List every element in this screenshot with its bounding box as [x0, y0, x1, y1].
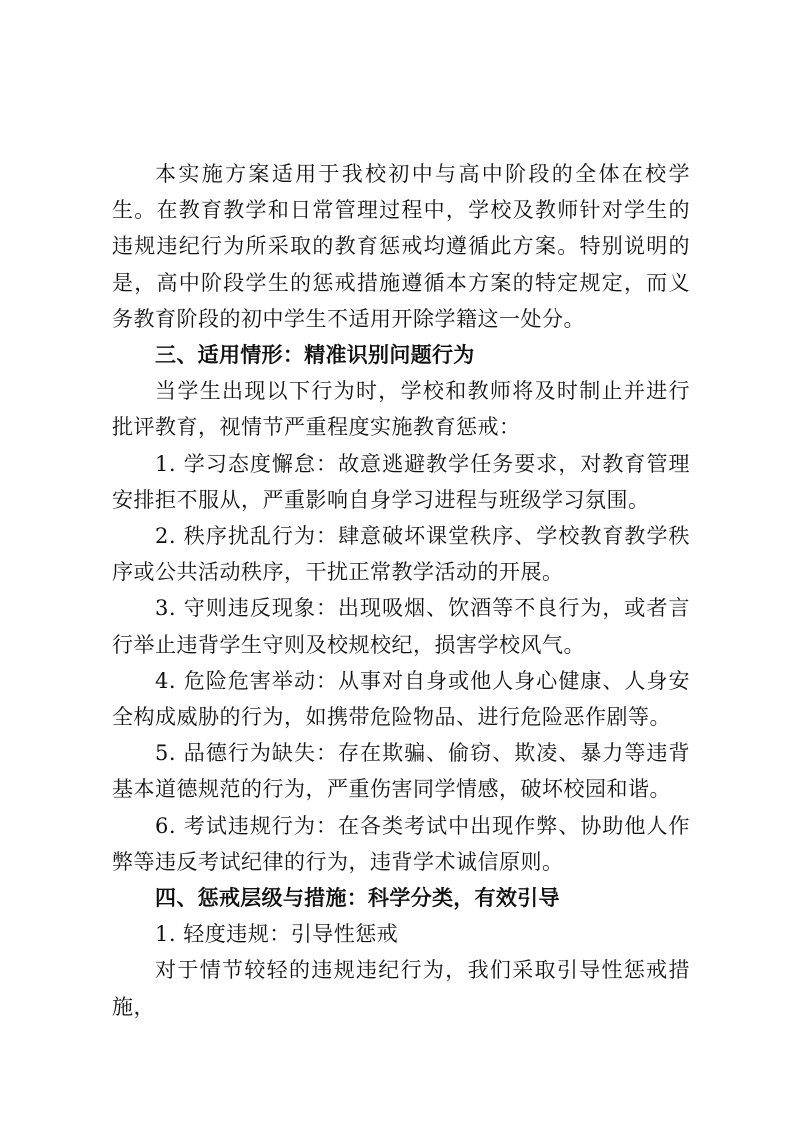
- intro-paragraph: 当学生出现以下行为时，学校和教师将及时制止并进行批评教育，视情节严重程度实施教育惩戒：: [112, 379, 690, 440]
- section-heading-3: 三、适用情形：精准识别问题行为: [155, 343, 475, 368]
- list-item-3: 3. 守则违反现象：出现吸烟、饮酒等不良行为，或者言行举止违背学生守则及校规校纪，损害学校风气。: [112, 596, 690, 657]
- list-item-6: 6. 考试违规行为：在各类考试中出现作弊、协助他人作弊等违反考试纪律的行为，违背学术诚信原则。: [112, 813, 690, 874]
- list-item-1: 1. 学习态度懈怠：故意逃避教学任务要求，对教育管理安排拒不服从，严重影响自身学习进程与班级学习氛围。: [112, 451, 690, 512]
- list-item-2: 2. 秩序扰乱行为：肆意破坏课堂秩序、学校教育教学秩序或公共活动秩序，干扰正常教学活动的开展。: [112, 524, 690, 585]
- section-heading-4: 四、惩戒层级与措施：科学分类，有效引导: [155, 886, 560, 911]
- list-item-4: 4. 危险危害举动：从事对自身或他人身心健康、人身安全构成威胁的行为，如携带危险物品、进行危险恶作剧等。: [112, 668, 690, 730]
- list-item-5: 5. 品德行为缺失：存在欺骗、偷窃、欺凌、暴力等违背基本道德规范的行为，严重伤害同学情感，破坏校园和谐。: [112, 741, 690, 802]
- subsection-1-paragraph: 对于情节较轻的违规违纪行为，我们采取引导性惩戒措施，: [112, 958, 690, 1019]
- scope-paragraph: 本实施方案适用于我校初中与高中阶段的全体在校学生。在教育教学和日常管理过程中，学校及教师针对学生的违规违纪行为所采取的教育惩戒均遵循此方案。特别说明的是，高中阶段学生的惩戒措施遵循本方案的特定规定，而义务教育阶段的初中学生不适用开除学籍这一处分。: [112, 162, 690, 331]
- subsection-1-title: 1. 轻度违规：引导性惩戒: [155, 922, 399, 947]
- document-body: [112, 156, 690, 1025]
